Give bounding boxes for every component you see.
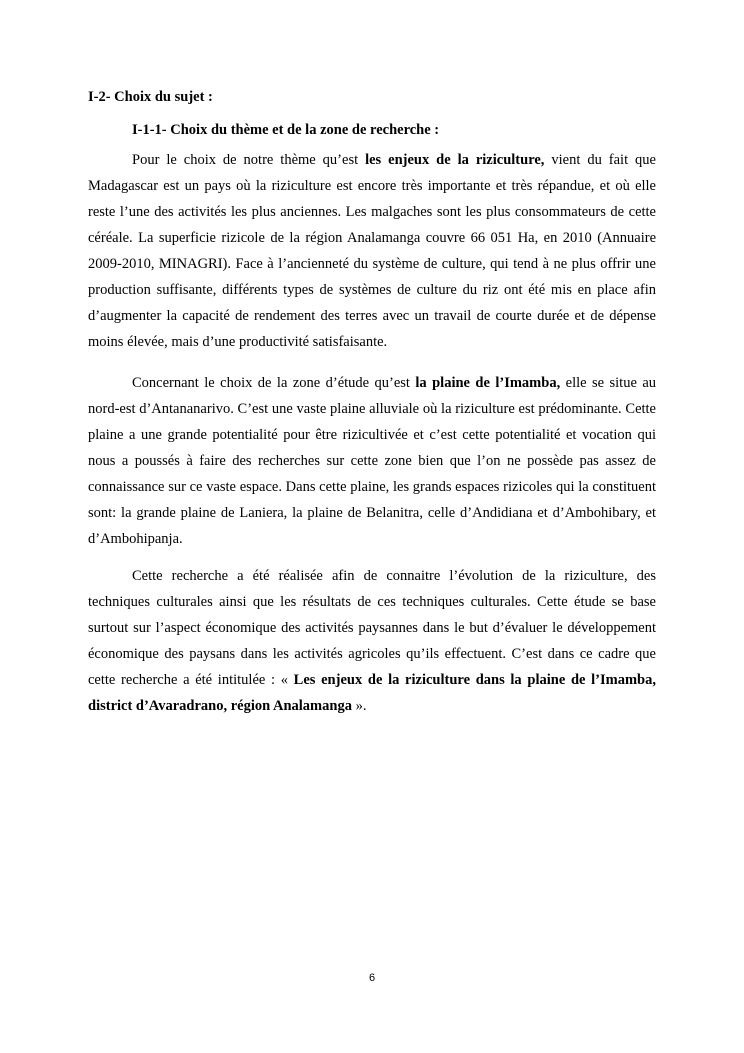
paragraph-theme-choice — [88, 147, 656, 355]
section-heading: I-2- Choix du sujet : — [88, 89, 213, 105]
paragraph-text: Cette recherche a été réalisée afin de connaitre l’évolution de la riziculture, des techniques culturales ainsi que les résultats de ces techniques culturales. Cette étude se base surtout sur l’aspect économique des activités paysannes dans le but d’évaluer le développement économique des paysans dans les activités agricoles qu’ils effectuent. C’est dans ce cadre que cette recherche a été intitulée : « — [88, 568, 656, 688]
paragraph-text: Pour le choix de notre thème qu’est — [132, 152, 366, 168]
paragraph-text: ». — [351, 698, 367, 714]
paragraph-emphasis: la plaine de l’Imamba, — [415, 375, 561, 391]
paragraph-text: Concernant le choix de la zone d’étude qu’est — [132, 375, 416, 391]
paragraph-zone-choice — [88, 370, 656, 552]
paragraph-text: vient du fait que Madagascar est un pays où la riziculture est encore très importante et très répandue, et où elle reste l’une des activités les plus anciennes. Les malgaches sont les plus consommateurs de cette céréale. La superficie rizicole de la région Analamanga couvre 66 051 Ha, en 2010 (Annuaire 2009-2010, MINAGRI). Face à l’ancienneté du système de culture, qui tend à ne plus offrir une production suffisante, différents types de systèmes de culture du riz ont été mis en place afin d’augmenter la capacité de rendement des terres avec un travail de courte durée et de dépense moins élevée, mais d’une productivité satisfaisante. — [88, 152, 656, 350]
paragraph-emphasis: les enjeux de la riziculture, — [365, 152, 545, 168]
paragraph-research-title — [88, 563, 656, 719]
paragraph-text: elle se situe au nord-est d’Antananarivo. C’est une vaste plaine alluviale où la riziculture est prédominante. Cette plaine a une grande potentialité pour être rizicultivée et c’est cette potentialité et vocation qui nous a poussés à faire des recherches sur cette zone bien que l’on ne possède pas assez de connaissance sur ce vaste espace. Dans cette plaine, les grands espaces rizicoles qui la constituent sont: la grande plaine de Laniera, la plaine de Belanitra, celle d’Andidiana et d’Ambohibary, et d’Ambohipanja. — [88, 375, 657, 547]
paragraph-emphasis: Les enjeux de la riziculture dans la plaine de l’Imamba, district d’Avaradrano, région Analamanga — [88, 672, 656, 714]
subsection-heading: I-1-1- Choix du thème et de la zone de recherche : — [132, 122, 440, 138]
page-number: 6 — [368, 972, 376, 984]
